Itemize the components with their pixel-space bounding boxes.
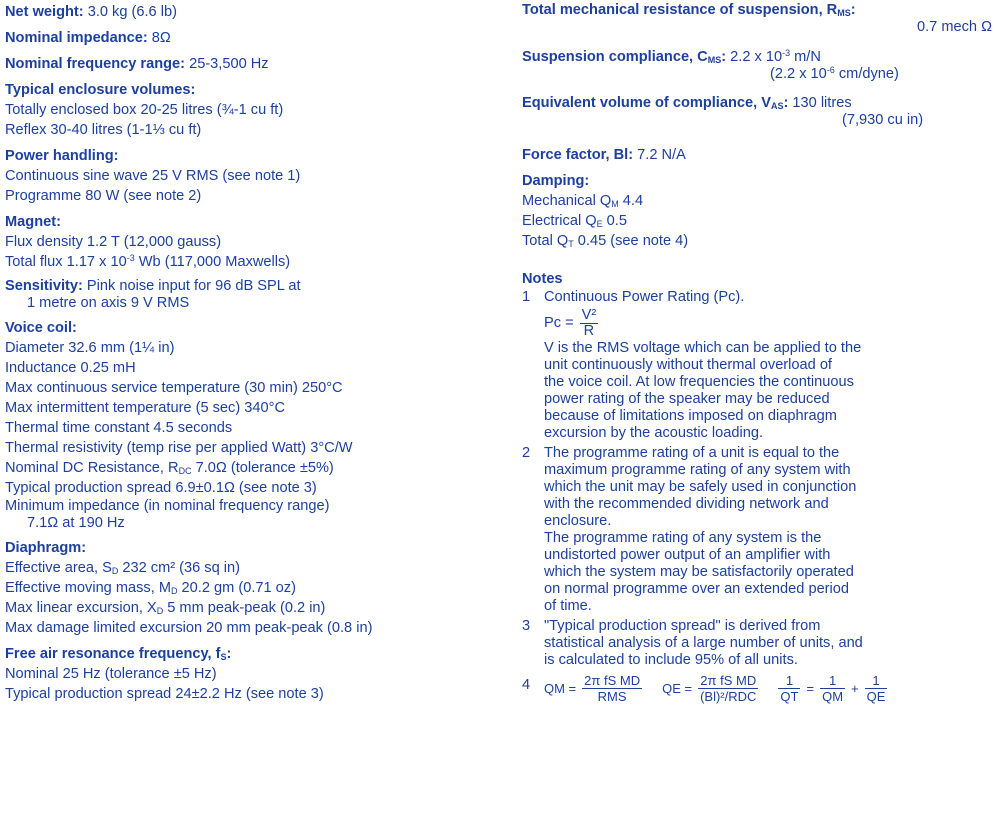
note-1 (522, 289, 992, 442)
note-1-line-5: because of limitations imposed on diaphragm (544, 408, 837, 424)
cms-b: : (721, 49, 727, 65)
note-1-formula (544, 308, 992, 339)
note-2-line-10: of time. (544, 598, 592, 614)
impedance-row (5, 28, 497, 48)
qt-fraction (778, 673, 800, 704)
elec-b: 0.5 (602, 213, 627, 229)
net-weight-label: Net weight: (5, 4, 84, 20)
voice-coil-min-imp (5, 498, 497, 532)
power-heading: Power handling: (5, 148, 119, 164)
elec-a: Electrical Q (522, 213, 597, 229)
magnet-flux-a: Total flux 1.17 x 10 (5, 254, 127, 270)
note-1-line-1: V is the RMS voltage which can be applied to the (544, 340, 862, 356)
lin-a: Max linear excursion, X (5, 600, 157, 616)
mass-sub: D (171, 586, 178, 596)
tot-b: 0.45 (see note 4) (573, 233, 689, 249)
free-air-heading (5, 644, 497, 664)
vas-a: Equivalent volume of compliance, V (522, 95, 771, 111)
notes-heading: Notes (522, 271, 563, 287)
note-3 (522, 618, 992, 669)
vas-line-1 (522, 95, 992, 112)
qm-recip-fraction (820, 673, 845, 704)
mass-a: Effective moving mass, M (5, 580, 171, 596)
qe-fraction (698, 673, 758, 704)
min-imp-line-2: 7.1Ω at 190 Hz (27, 515, 125, 531)
cms-v1-exp: -3 (782, 48, 791, 58)
qm-lhs: QM = (544, 681, 577, 696)
qe-lhs: QE = (662, 681, 693, 696)
impedance-value: 8Ω (151, 30, 171, 46)
cms-v2-exp: -6 (826, 65, 835, 75)
sensitivity-line-1 (5, 278, 497, 295)
voice-coil-section (5, 318, 497, 532)
min-imp-line-1: Minimum impedance (in nominal frequency range) (5, 498, 330, 514)
note-1-number: 1 (522, 289, 531, 305)
enclosure-heading: Typical enclosure volumes: (5, 82, 196, 98)
magnet-line-1: Flux density 1.2 T (12,000 gauss) (5, 234, 222, 250)
freq-range-label: Nominal frequency range: (5, 56, 186, 72)
qm-recip-numerator: 1 (820, 673, 845, 689)
note-3-line-1: "Typical production spread" is derived from (544, 618, 821, 634)
lin-b: 5 mm peak-peak (0.2 in) (163, 600, 326, 616)
rms-label (522, 2, 992, 19)
note-4 (522, 673, 992, 704)
pc-fraction (580, 308, 599, 339)
magnet-line-2 (5, 252, 497, 272)
voice-coil-inductance: Inductance 0.25 mH (5, 360, 136, 376)
dc-sub: DC (178, 466, 192, 476)
qe-recip-numerator: 1 (865, 673, 888, 689)
note-2 (522, 445, 992, 615)
mech-b: 4.4 (618, 193, 644, 209)
vas-section (522, 95, 992, 129)
area-b: 232 cm² (36 sq in) (118, 560, 240, 576)
cms-v2-b: cm/dyne) (834, 66, 899, 82)
dc-a: Nominal DC Resistance, R (5, 460, 179, 476)
diaphragm-section (5, 538, 497, 638)
area-a: Effective area, S (5, 560, 112, 576)
voice-coil-diameter: Diameter 32.6 mm (1¼ in) (5, 340, 175, 356)
note-1-line-4: power rating of the speaker may be reduced (544, 391, 830, 407)
diaphragm-linear (5, 598, 497, 618)
qm-fraction (582, 673, 642, 704)
voice-coil-spread: Typical production spread 6.9±0.1Ω (see note 3) (5, 480, 317, 496)
note-2-line-4: with the recommended dividing network and (544, 496, 829, 512)
plus-sign: + (851, 681, 859, 696)
force-value: 7.2 N/A (637, 147, 686, 163)
left-column (5, 2, 497, 704)
note-3-line-3: is calculated to include 95% of all units. (544, 652, 798, 668)
rms-value: 0.7 mech Ω (917, 19, 992, 35)
damping-elec (522, 211, 992, 231)
cms-line-2 (522, 66, 992, 83)
tot-a: Total Q (522, 233, 569, 249)
note-2-line-9: on normal programme over an extended period (544, 581, 850, 597)
voice-coil-max-cont: Max continuous service temperature (30 min) 250°C (5, 380, 343, 396)
cms-v1-b: m/N (790, 49, 821, 65)
enclosure-section (5, 80, 497, 140)
voice-coil-heading: Voice coil: (5, 320, 77, 336)
power-section (5, 146, 497, 206)
net-weight-row (5, 2, 497, 22)
pc-denominator: R (583, 323, 595, 339)
note-1-line-6: excursion by the acoustic loading. (544, 425, 764, 441)
note-2-line-6: The programme rating of any system is the (544, 530, 822, 546)
note-2-line-2: maximum programme rating of any system with (544, 462, 851, 478)
enclosure-line-2: Reflex 30-40 litres (1-1⅓ cu ft) (5, 122, 202, 138)
area-sub: D (111, 566, 119, 576)
impedance-label: Nominal impedance: (5, 30, 148, 46)
cms-a: Suspension compliance, C (522, 49, 708, 65)
force-label: Force factor, Bl: (522, 147, 634, 163)
diaphragm-mass (5, 578, 497, 598)
sensitivity-line-2: 1 metre on axis 9 V RMS (27, 295, 190, 311)
free-air-section (5, 644, 497, 704)
note-2-line-8: which the system may be satisfactorily operated (544, 564, 854, 580)
qt-numerator: 1 (778, 673, 800, 689)
damping-section (522, 171, 992, 251)
power-line-2: Programme 80 W (see note 2) (5, 188, 202, 204)
sensitivity-value: Pink noise input for 96 dB SPL at (86, 278, 301, 294)
freq-range-value: 25-3,500 Hz (189, 56, 269, 72)
qe-recip-fraction (865, 673, 888, 704)
cms-section (522, 49, 992, 83)
vas-b: : (783, 95, 789, 111)
qt-denominator: QT (780, 689, 799, 704)
cms-sub: MS (707, 55, 722, 65)
diaphragm-area (5, 558, 497, 578)
qm-denominator: RMS (597, 689, 627, 704)
notes-section (522, 269, 992, 704)
note-1-line-3: the voice coil. At low frequencies the continuous (544, 374, 854, 390)
rms-b: : (850, 2, 856, 18)
diaphragm-damage: Max damage limited excursion 20 mm peak-peak (0.8 in) (5, 620, 373, 636)
dc-b: 7.0Ω (tolerance ±5%) (191, 460, 334, 476)
power-line-1: Continuous sine wave 25 V RMS (see note 1) (5, 168, 301, 184)
voice-coil-resistivity: Thermal resistivity (temp rise per applied Watt) 3°C/W (5, 440, 353, 456)
rms-a: Total mechanical resistance of suspension, R (522, 2, 838, 18)
damping-mech (522, 191, 992, 211)
vas-line-2: (7,930 cu in) (842, 112, 924, 128)
note-3-line-2: statistical analysis of a large number of units, and (544, 635, 863, 651)
rms-section (522, 2, 992, 36)
lin-sub: D (156, 606, 164, 616)
qe-recip-denominator: QE (866, 689, 886, 704)
cms-v1-a: 2.2 x 10 (726, 49, 783, 65)
fa-sub: S (220, 652, 227, 662)
elec-sub: E (596, 219, 603, 229)
qt-equals: = (806, 681, 815, 696)
freq-range-row (5, 54, 497, 74)
voice-coil-time-const: Thermal time constant 4.5 seconds (5, 420, 233, 436)
note-2-line-1: The programme rating of a unit is equal to the (544, 445, 840, 461)
magnet-heading: Magnet: (5, 214, 61, 230)
note-1-line-2: unit continuously without thermal overload of (544, 357, 832, 373)
qm-recip-denominator: QM (822, 689, 844, 704)
magnet-section (5, 212, 497, 272)
sensitivity-label: Sensitivity: (5, 278, 83, 294)
rms-sub: MS (837, 8, 851, 18)
mass-b: 20.2 gm (0.71 oz) (177, 580, 296, 596)
tot-sub: T (568, 239, 574, 249)
cms-line-1 (522, 49, 992, 66)
fa-a: Free air resonance frequency, f (5, 646, 221, 662)
pc-lhs: Pc = (544, 315, 574, 331)
mech-sub: M (611, 199, 619, 209)
diaphragm-heading: Diaphragm: (5, 540, 87, 556)
note-4-formulas (544, 673, 992, 704)
enclosure-line-1: Totally enclosed box 20-25 litres (¾-1 cu ft) (5, 102, 284, 118)
vas-sub: AS (770, 101, 784, 111)
voice-coil-dc-resistance (5, 458, 497, 478)
magnet-flux-b: Wb (117,000 Maxwells) (134, 254, 291, 270)
note-2-line-7: undistorted power output of an amplifier with (544, 547, 831, 563)
note-2-line-3: which the unit may be safely used in conjunction (544, 479, 857, 495)
qm-numerator: 2π fS MD (584, 673, 641, 688)
right-column (522, 2, 992, 704)
note-2-line-5: enclosure. (544, 513, 612, 529)
note-3-number: 3 (522, 618, 531, 634)
voice-coil-max-int: Max intermittent temperature (5 sec) 340°C (5, 400, 285, 416)
free-air-spread: Typical production spread 24±2.2 Hz (see note 3) (5, 686, 324, 702)
note-4-number: 4 (522, 677, 531, 693)
force-row (522, 145, 992, 165)
magnet-flux-exp: -3 (126, 253, 135, 263)
mech-a: Mechanical Q (522, 193, 612, 209)
note-2-number: 2 (522, 445, 531, 461)
damping-heading: Damping: (522, 173, 590, 189)
net-weight-value: 3.0 kg (6.6 lb) (87, 4, 177, 20)
cms-v2-a: (2.2 x 10 (770, 66, 827, 82)
pc-numerator: V² (581, 307, 597, 323)
note-1-title: Continuous Power Rating (Pc). (544, 289, 745, 305)
qe-denominator: (Bl)²/RDC (700, 689, 757, 704)
free-air-nominal: Nominal 25 Hz (tolerance ±5 Hz) (5, 666, 217, 682)
damping-total (522, 231, 992, 251)
sensitivity-section (5, 278, 497, 312)
vas-v1: 130 litres (788, 95, 852, 111)
fa-b: : (226, 646, 232, 662)
qe-numerator: 2π fS MD (698, 673, 758, 689)
